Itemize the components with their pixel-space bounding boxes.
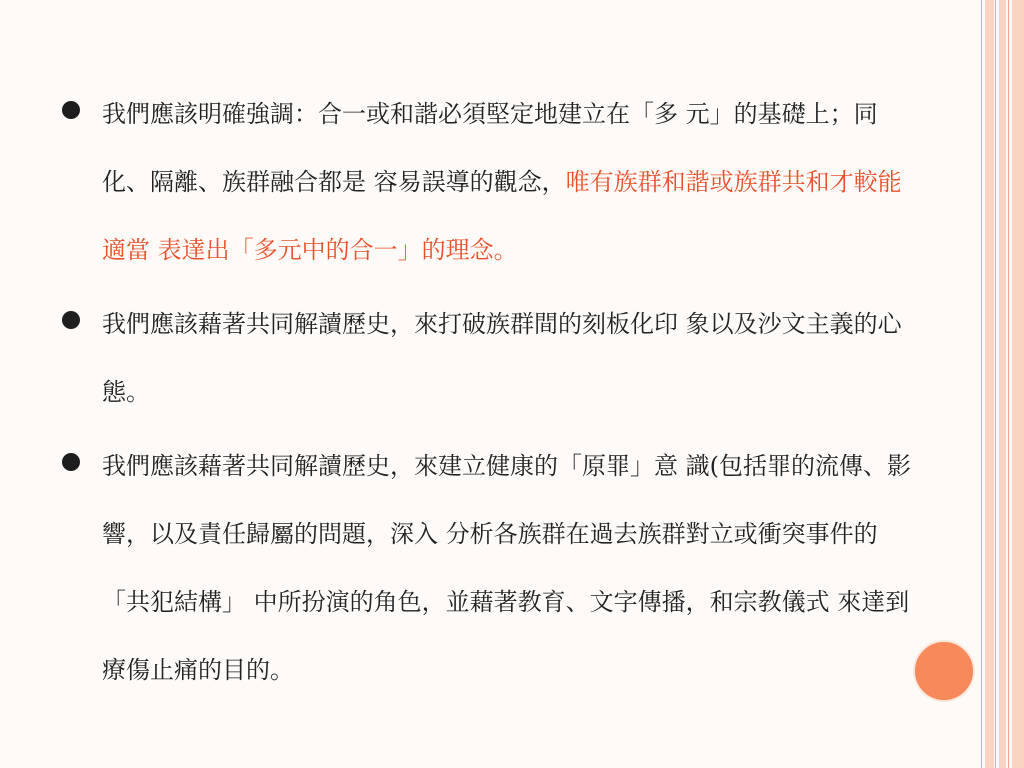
bullet-item: [62, 290, 912, 426]
bullet-dot-icon: [62, 311, 80, 329]
bullet-text: 我們應該明確強調：合一或和諧必須堅定地建立在「多 元」的基礎上；同化、隔離、族群融合都是 容易誤導的觀念，: [102, 100, 878, 196]
bullet-list: [62, 80, 912, 710]
decorative-circle: [913, 640, 975, 702]
bullet-text: 我們應該藉著共同解讀歷史，來建立健康的「原罪」意 識(包括罪的流傳、影響，以及責任歸屬的問題，深入 分析各族群在過去族群對立或衝突事件的「共犯結構」 中所扮演的角色，並藉著教育、文字傳播，和宗教儀式 來達到療傷止痛的目的。: [102, 452, 911, 684]
bullet-dot-icon: [62, 453, 80, 471]
bullet-dot-icon: [62, 101, 80, 119]
bullet-highlight-text: 唯有族群和諧或族群共和才較能適當 表達出「多元中的合一」的理念。: [102, 168, 902, 264]
bullet-item: [62, 432, 912, 704]
bullet-text: 我們應該藉著共同解讀歷史，來打破族群間的刻板化印 象以及沙文主義的心態。: [102, 310, 902, 406]
decorative-stripe: [981, 0, 982, 768]
decorative-stripe: [1008, 0, 1009, 768]
decorative-stripe: [1012, 0, 1024, 768]
decorative-stripe: [999, 0, 1006, 768]
bullet-item: [62, 80, 912, 284]
decorative-stripe: [995, 0, 996, 768]
decorative-stripe: [985, 0, 994, 768]
